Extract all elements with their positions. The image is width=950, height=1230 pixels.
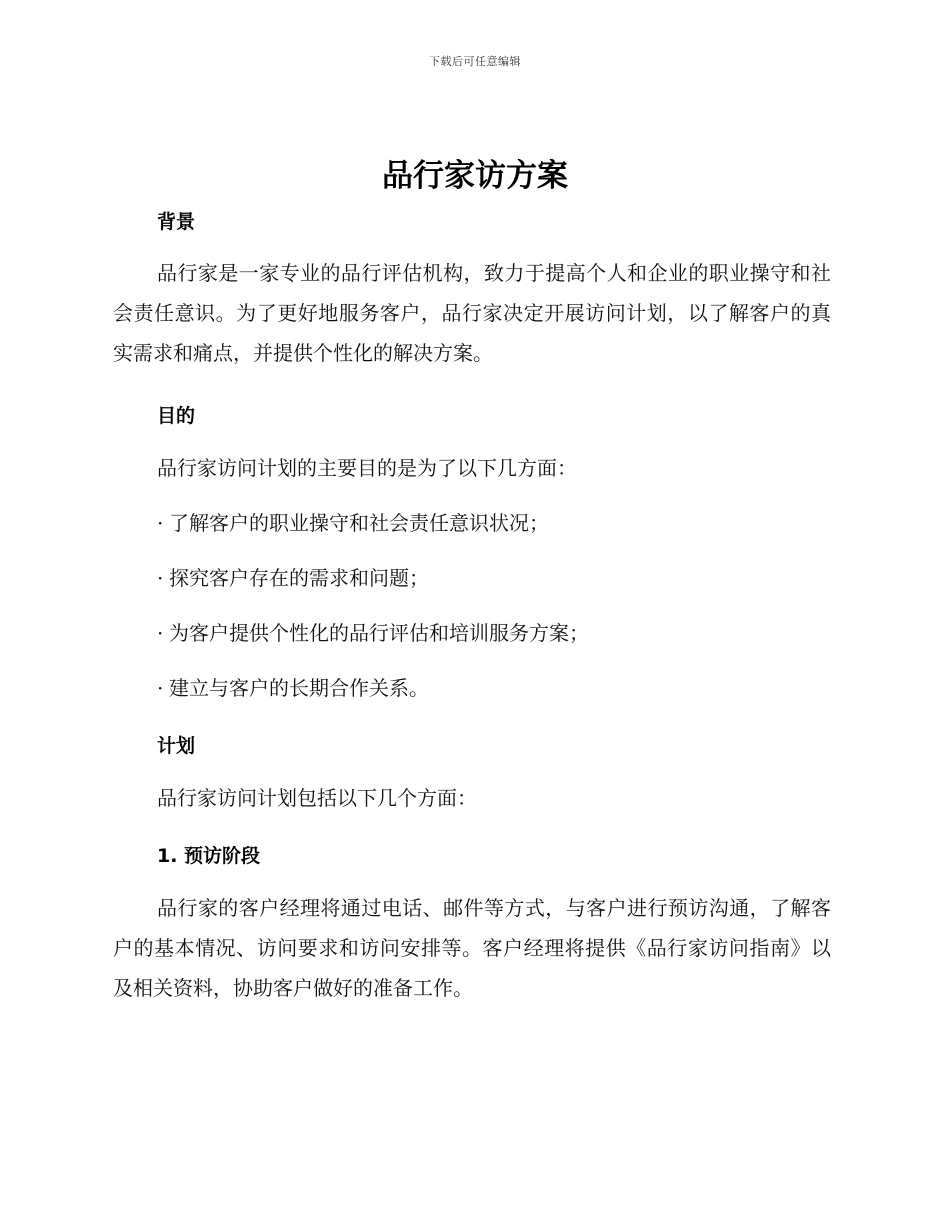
bullet-dot: · — [157, 676, 164, 700]
heading-plan: 计划 — [157, 735, 196, 757]
list-item — [157, 503, 549, 543]
list-item-text: 为客户提供个性化的品行评估和培训服务方案； — [169, 621, 589, 645]
list-item — [157, 668, 429, 708]
list-item-text: 探究客户存在的需求和问题； — [169, 566, 429, 590]
list-item — [157, 613, 589, 653]
heading-purpose: 目的 — [157, 405, 196, 427]
bullet-dot: · — [157, 621, 164, 645]
paragraph-previsit: 品行家的客户经理将通过电话、邮件等方式，与客户进行预访沟通，了解客户的基本情况、访问要求和访问安排等。客户经理将提供《品行家访问指南》以及相关资料，协助客户做好的准备工作。 — [113, 896, 831, 1000]
plan-intro: 品行家访问计划包括以下几个方面： — [157, 786, 477, 810]
bullet-dot: · — [157, 511, 164, 535]
purpose-intro: 品行家访问计划的主要目的是为了以下几方面： — [157, 456, 577, 480]
page-header: 下载后可任意编辑 — [429, 55, 521, 68]
paragraph-background: 品行家是一家专业的品行评估机构，致力于提高个人和企业的职业操守和社会责任意识。为了更好地服务客户，品行家决定开展访问计划，以了解客户的真实需求和痛点，并提供个性化的解决方案。 — [113, 261, 831, 365]
subheading-previsit: 1. 预访阶段 — [157, 845, 261, 867]
bullet-dot: · — [157, 566, 164, 590]
heading-background: 背景 — [157, 211, 196, 233]
list-item-text: 了解客户的职业操守和社会责任意识状况； — [169, 511, 549, 535]
document-title: 品行家访方案 — [382, 158, 568, 194]
list-item-text: 建立与客户的长期合作关系。 — [169, 676, 429, 700]
list-item — [157, 558, 429, 598]
